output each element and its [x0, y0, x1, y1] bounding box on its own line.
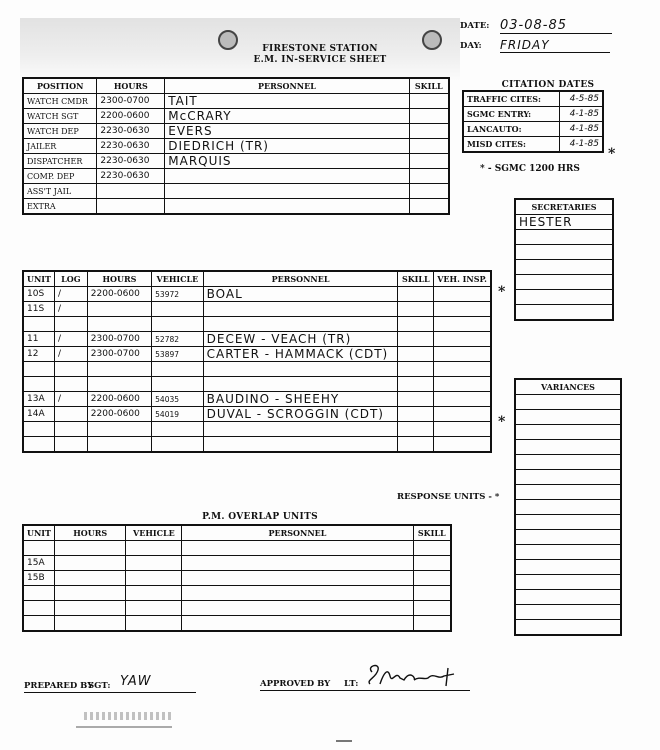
position-hours: 2230-0630: [97, 169, 165, 184]
units-header-row: [23, 271, 491, 287]
overlap-row: [23, 541, 451, 556]
prepared-underline: [24, 692, 196, 693]
overlap-unit: [23, 601, 54, 616]
unit-hours: 2200-0600: [87, 407, 151, 422]
unit-veh-insp: [434, 332, 491, 347]
overlap-hours: [54, 541, 125, 556]
unit-vehicle: 54019: [152, 407, 203, 422]
citation-dates-table: [462, 90, 604, 153]
unit-vehicle: 52782: [152, 332, 203, 347]
variance-row: [515, 560, 621, 575]
units-table: [22, 270, 492, 453]
prepared-rank: SGT:: [88, 681, 111, 691]
position-personnel: [165, 184, 409, 199]
secretary-name: [515, 290, 613, 305]
punch-hole: [218, 30, 238, 50]
col-skill: SKILL: [409, 78, 449, 94]
secretary-name: [515, 260, 613, 275]
unit-skill: [398, 437, 434, 453]
unit-hours: [87, 302, 151, 317]
overlap-hours: [54, 601, 125, 616]
citation-value: 4-1-85: [559, 122, 603, 137]
unit-log: /: [54, 332, 87, 347]
position-personnel: EVERS: [165, 124, 409, 139]
col-unit: UNIT: [23, 525, 54, 541]
unit-hours: 2200-0600: [87, 392, 151, 407]
variance-cell: [515, 515, 621, 530]
col-skill: SKILL: [398, 271, 434, 287]
position-hours: 2230-0630: [97, 154, 165, 169]
asterisk-mark: *: [498, 284, 506, 300]
position-skill: [409, 154, 449, 169]
unit-id: 11: [23, 332, 54, 347]
overlap-row: [23, 556, 451, 571]
citation-label: MISD CITES:: [463, 137, 559, 153]
unit-veh-insp: [434, 422, 491, 437]
overlap-personnel: [182, 571, 413, 586]
unit-personnel: BAUDINO - SHEEHY: [203, 392, 398, 407]
overlap-personnel: [182, 616, 413, 632]
day-value: FRIDAY: [500, 38, 610, 53]
position-row: [23, 124, 449, 139]
overlap-header-row: [23, 525, 451, 541]
position-skill: [409, 94, 449, 109]
col-vehicle: VEHICLE: [126, 525, 182, 541]
position-row: [23, 109, 449, 124]
unit-row: [23, 407, 491, 422]
unit-id: [23, 377, 54, 392]
variance-row: [515, 530, 621, 545]
variance-cell: [515, 470, 621, 485]
unit-hours: 2300-0700: [87, 347, 151, 362]
secretary-row: [515, 260, 613, 275]
unit-log: [54, 362, 87, 377]
unit-row: [23, 332, 491, 347]
position-personnel: DIEDRICH (TR): [165, 139, 409, 154]
unit-id: 14A: [23, 407, 54, 422]
col-log: LOG: [54, 271, 87, 287]
unit-hours: [87, 362, 151, 377]
unit-veh-insp: [434, 392, 491, 407]
unit-vehicle: 53972: [152, 287, 203, 302]
variance-cell: [515, 395, 621, 410]
unit-personnel: [203, 362, 398, 377]
position-skill: [409, 169, 449, 184]
position-name: DISPATCHER: [23, 154, 97, 169]
unit-veh-insp: [434, 287, 491, 302]
unit-vehicle: [152, 437, 203, 453]
overlap-unit: 15A: [23, 556, 54, 571]
unit-skill: [398, 332, 434, 347]
unit-skill: [398, 302, 434, 317]
variance-row: [515, 575, 621, 590]
unit-row: [23, 362, 491, 377]
scan-shading: [20, 18, 460, 80]
position-name: WATCH CMDR: [23, 94, 97, 109]
day-label: DAY:: [460, 41, 482, 51]
unit-vehicle: 53897: [152, 347, 203, 362]
citation-label: TRAFFIC CITES:: [463, 91, 559, 107]
unit-skill: [398, 377, 434, 392]
overlap-skill: [413, 571, 451, 586]
position-row: [23, 199, 449, 215]
unit-personnel: DECEW - VEACH (TR): [203, 332, 398, 347]
approved-rank: LT:: [344, 679, 359, 689]
unit-skill: [398, 392, 434, 407]
unit-personnel: BOAL: [203, 287, 398, 302]
variance-row: [515, 620, 621, 636]
position-personnel: McCRARY: [165, 109, 409, 124]
unit-log: /: [54, 392, 87, 407]
variance-cell: [515, 530, 621, 545]
variance-cell: [515, 455, 621, 470]
col-hours: HOURS: [87, 271, 151, 287]
response-units-note: RESPONSE UNITS - *: [397, 492, 500, 502]
citation-dates-title: CITATION DATES: [501, 80, 595, 90]
unit-id: [23, 437, 54, 453]
citation-value: 4-1-85: [559, 137, 603, 153]
position-hours: 2230-0630: [97, 139, 165, 154]
unit-personnel: [203, 377, 398, 392]
unit-personnel: [203, 317, 398, 332]
unit-row: [23, 392, 491, 407]
variance-row: [515, 425, 621, 440]
secretary-name: [515, 245, 613, 260]
unit-hours: [87, 422, 151, 437]
variance-row: [515, 515, 621, 530]
date-label: DATE:: [460, 21, 490, 31]
position-name: EXTRA: [23, 199, 97, 215]
variance-row: [515, 395, 621, 410]
unit-row: [23, 437, 491, 453]
unit-vehicle: [152, 317, 203, 332]
unit-personnel: DUVAL - SCROGGIN (CDT): [203, 407, 398, 422]
col-position: POSITION: [23, 78, 97, 94]
variance-row: [515, 440, 621, 455]
unit-id: [23, 317, 54, 332]
unit-vehicle: [152, 362, 203, 377]
unit-row: [23, 422, 491, 437]
unit-vehicle: [152, 302, 203, 317]
secretary-row: [515, 230, 613, 245]
col-personnel: PERSONNEL: [182, 525, 413, 541]
citation-row: [463, 91, 603, 107]
position-hours: 2230-0630: [97, 124, 165, 139]
unit-hours: [87, 377, 151, 392]
variance-cell: [515, 485, 621, 500]
prepared-by-label: PREPARED BY: [24, 681, 94, 691]
overlap-unit: [23, 586, 54, 601]
unit-log: [54, 377, 87, 392]
position-hours: 2200-0600: [97, 109, 165, 124]
variance-cell: [515, 500, 621, 515]
unit-row: [23, 317, 491, 332]
position-skill: [409, 139, 449, 154]
variance-cell: [515, 545, 621, 560]
scan-noise: [84, 712, 174, 720]
position-personnel: [165, 169, 409, 184]
unit-veh-insp: [434, 407, 491, 422]
unit-hours: 2300-0700: [87, 332, 151, 347]
secretary-name: [515, 305, 613, 321]
unit-log: [54, 407, 87, 422]
unit-skill: [398, 362, 434, 377]
variance-row: [515, 590, 621, 605]
asterisk-mark: *: [608, 146, 616, 162]
col-skill: SKILL: [413, 525, 451, 541]
unit-id: [23, 362, 54, 377]
position-name: COMP. DEP: [23, 169, 97, 184]
position-hours: [97, 184, 165, 199]
overlap-personnel: [182, 541, 413, 556]
variance-row: [515, 410, 621, 425]
unit-log: /: [54, 347, 87, 362]
overlap-unit: 15B: [23, 571, 54, 586]
citation-label: SGMC ENTRY:: [463, 107, 559, 122]
position-name: WATCH SGT: [23, 109, 97, 124]
secretary-row: [515, 275, 613, 290]
variance-row: [515, 545, 621, 560]
position-personnel: MARQUIS: [165, 154, 409, 169]
position-hours: [97, 199, 165, 215]
position-name: WATCH DEP: [23, 124, 97, 139]
unit-veh-insp: [434, 362, 491, 377]
overlap-row: [23, 586, 451, 601]
unit-hours: [87, 437, 151, 453]
position-row: [23, 154, 449, 169]
variance-row: [515, 485, 621, 500]
position-row: [23, 169, 449, 184]
position-row: [23, 184, 449, 199]
overlap-vehicle: [126, 586, 182, 601]
unit-vehicle: [152, 377, 203, 392]
variance-row: [515, 605, 621, 620]
unit-id: [23, 422, 54, 437]
col-personnel: PERSONNEL: [165, 78, 409, 94]
unit-log: [54, 422, 87, 437]
position-skill: [409, 109, 449, 124]
unit-veh-insp: [434, 437, 491, 453]
overlap-table: [22, 524, 452, 632]
secretary-name: HESTER: [515, 215, 613, 230]
citation-label: LANCAUTO:: [463, 122, 559, 137]
scan-noise: [336, 740, 352, 742]
unit-vehicle: 54035: [152, 392, 203, 407]
positions-table: [22, 77, 450, 215]
variance-cell: [515, 590, 621, 605]
position-personnel: [165, 199, 409, 215]
position-name: ASS'T JAIL: [23, 184, 97, 199]
sgmc-note: * - SGMC 1200 HRS: [480, 164, 580, 174]
secretary-row: [515, 245, 613, 260]
overlap-hours: [54, 616, 125, 632]
col-personnel: PERSONNEL: [203, 271, 398, 287]
overlap-personnel: [182, 601, 413, 616]
overlap-unit: [23, 616, 54, 632]
overlap-personnel: [182, 556, 413, 571]
secretaries-title: SECRETARIES: [515, 199, 613, 215]
unit-skill: [398, 407, 434, 422]
overlap-hours: [54, 556, 125, 571]
unit-veh-insp: [434, 302, 491, 317]
prepared-name: YAW: [120, 674, 152, 689]
approved-by-label: APPROVED BY: [260, 679, 331, 689]
secretary-name: [515, 275, 613, 290]
variance-row: [515, 470, 621, 485]
unit-hours: [87, 317, 151, 332]
variance-cell: [515, 560, 621, 575]
position-row: [23, 94, 449, 109]
position-personnel: TAIT: [165, 94, 409, 109]
unit-veh-insp: [434, 317, 491, 332]
overlap-skill: [413, 616, 451, 632]
unit-log: /: [54, 302, 87, 317]
unit-row: [23, 377, 491, 392]
overlap-vehicle: [126, 616, 182, 632]
variance-cell: [515, 605, 621, 620]
overlap-personnel: [182, 586, 413, 601]
secretary-row: [515, 215, 613, 230]
position-row: [23, 139, 449, 154]
unit-row: [23, 302, 491, 317]
unit-personnel: [203, 437, 398, 453]
citation-value: 4-5-85: [559, 91, 603, 107]
citation-row: [463, 122, 603, 137]
overlap-row: [23, 601, 451, 616]
col-hours: HOURS: [54, 525, 125, 541]
variance-cell: [515, 410, 621, 425]
station-name: FIRESTONE STATION: [262, 44, 378, 54]
position-skill: [409, 199, 449, 215]
col-unit: UNIT: [23, 271, 54, 287]
unit-skill: [398, 287, 434, 302]
unit-skill: [398, 317, 434, 332]
positions-header-row: [23, 78, 449, 94]
variances-title: VARIANCES: [515, 379, 621, 395]
overlap-unit: [23, 541, 54, 556]
position-skill: [409, 184, 449, 199]
unit-skill: [398, 422, 434, 437]
position-name: JAILER: [23, 139, 97, 154]
unit-vehicle: [152, 422, 203, 437]
variance-cell: [515, 425, 621, 440]
position-skill: [409, 124, 449, 139]
secretary-name: [515, 230, 613, 245]
asterisk-mark: *: [498, 414, 506, 430]
col-hours: HOURS: [97, 78, 165, 94]
overlap-skill: [413, 601, 451, 616]
citation-row: [463, 137, 603, 153]
unit-hours: 2200-0600: [87, 287, 151, 302]
unit-row: [23, 347, 491, 362]
unit-row: [23, 287, 491, 302]
unit-personnel: [203, 302, 398, 317]
unit-log: [54, 317, 87, 332]
approver-signature-icon: [364, 658, 464, 692]
scan-noise: [76, 726, 172, 728]
variance-cell: [515, 440, 621, 455]
sheet-title: E.M. IN-SERVICE SHEET: [253, 55, 387, 65]
variances-table: [514, 378, 622, 636]
secretaries-table: [514, 198, 614, 321]
overlap-hours: [54, 571, 125, 586]
unit-personnel: [203, 422, 398, 437]
unit-id: 13A: [23, 392, 54, 407]
overlap-skill: [413, 541, 451, 556]
overlap-row: [23, 571, 451, 586]
overlap-vehicle: [126, 541, 182, 556]
variance-row: [515, 455, 621, 470]
unit-log: /: [54, 287, 87, 302]
col-veh-insp: VEH. INSP.: [434, 271, 491, 287]
secretary-row: [515, 290, 613, 305]
unit-id: 11S: [23, 302, 54, 317]
col-vehicle: VEHICLE: [152, 271, 203, 287]
unit-personnel: CARTER - HAMMACK (CDT): [203, 347, 398, 362]
citation-row: [463, 107, 603, 122]
unit-skill: [398, 347, 434, 362]
unit-id: 12: [23, 347, 54, 362]
variance-cell: [515, 620, 621, 636]
unit-veh-insp: [434, 347, 491, 362]
overlap-row: [23, 616, 451, 632]
variance-row: [515, 500, 621, 515]
overlap-vehicle: [126, 571, 182, 586]
overlap-title: P.M. OVERLAP UNITS: [202, 512, 318, 522]
unit-id: 10S: [23, 287, 54, 302]
overlap-skill: [413, 586, 451, 601]
overlap-vehicle: [126, 556, 182, 571]
citation-value: 4-1-85: [559, 107, 603, 122]
unit-log: [54, 437, 87, 453]
unit-veh-insp: [434, 377, 491, 392]
variance-cell: [515, 575, 621, 590]
overlap-skill: [413, 556, 451, 571]
date-value: 03-08-85: [500, 18, 612, 34]
overlap-vehicle: [126, 601, 182, 616]
position-hours: 2300-0700: [97, 94, 165, 109]
overlap-hours: [54, 586, 125, 601]
secretary-row: [515, 305, 613, 321]
punch-hole: [422, 30, 442, 50]
